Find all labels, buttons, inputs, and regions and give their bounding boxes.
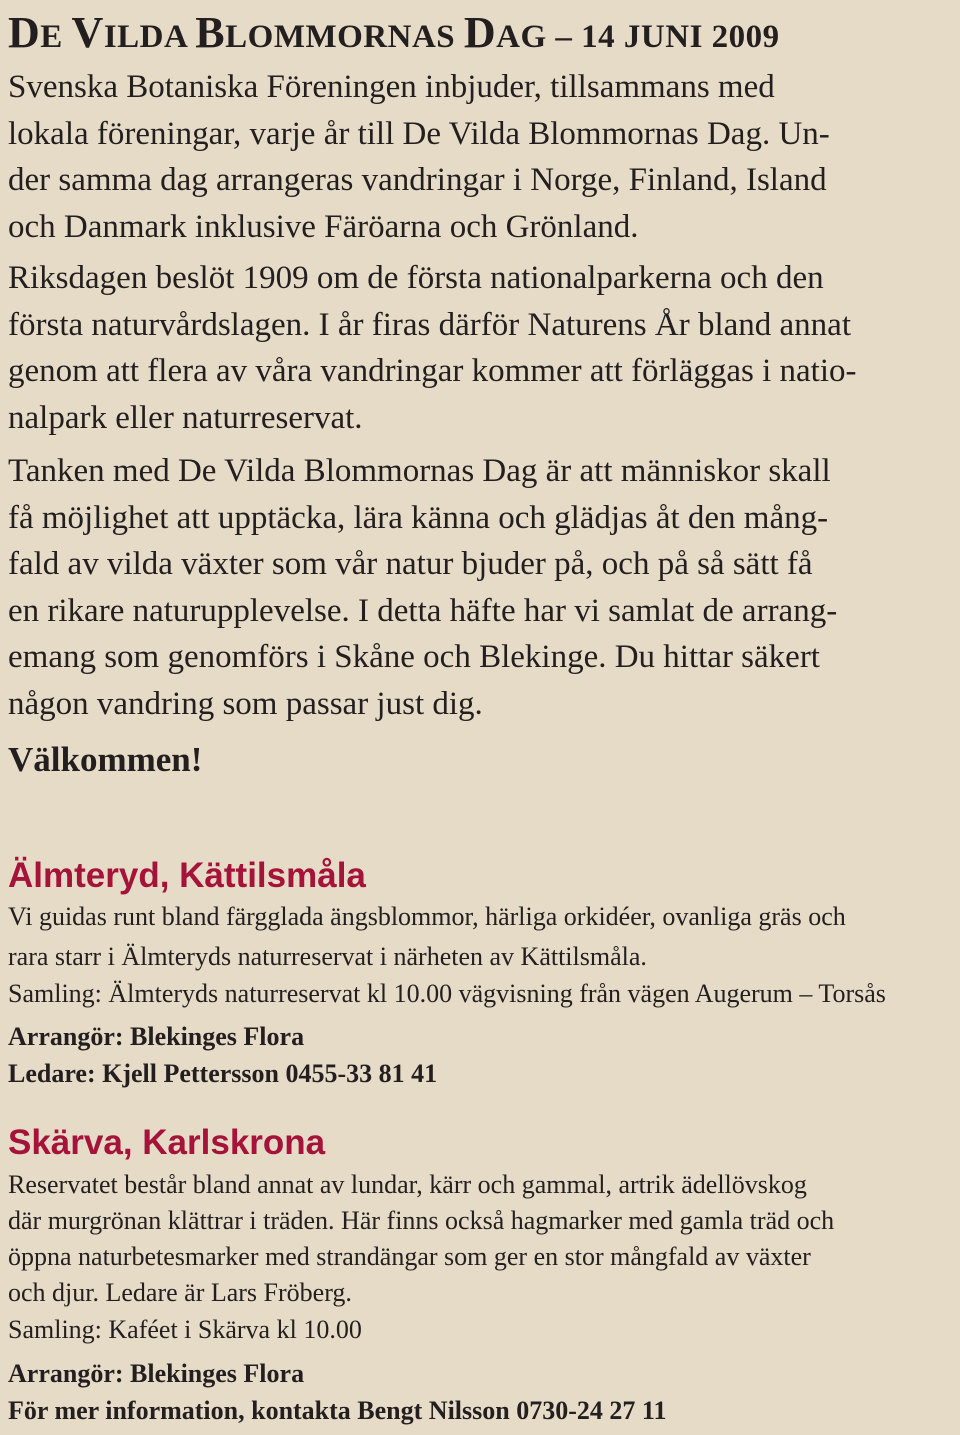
welcome-text: Välkommen! (8, 740, 203, 779)
text-line: der samma dag arrangeras vandringar i Norge, Finland, Island (8, 162, 827, 198)
text-line: nalpark eller naturreservat. (8, 399, 363, 436)
text-line: emang som genomförs i Skåne och Blekinge. Du hittar säkert (8, 639, 820, 675)
intro-paragraph-3 (8, 448, 958, 727)
text-line: och Danmark inklusive Färöarna och Grönland. (8, 208, 639, 245)
event-title: Skärva, Karlskrona (8, 1123, 326, 1162)
event-meeting-point: Samling: Kaféet i Skärva kl 10.00 (8, 1315, 362, 1344)
event-organizer: Arrangör: Blekinges Flora (8, 1022, 305, 1051)
event-contact: För mer information, kontakta Bengt Nilsson 0730-24 27 11 (8, 1396, 667, 1425)
event-description-line: och djur. Ledare är Lars Fröberg. (8, 1278, 352, 1307)
event-description-line: öppna naturbetesmarker med strandängar som ger en stor mångfald av växter (8, 1242, 811, 1271)
event-leader: Ledare: Kjell Pettersson 0455-33 81 41 (8, 1059, 438, 1088)
title-date: AG – 14 JUNI 2009 (496, 19, 780, 55)
event-organizer: Arrangör: Blekinges Flora (8, 1359, 305, 1388)
page-title (8, 6, 780, 64)
text-line: genom att flera av våra vandringar kommer att förläggas i natio- (8, 353, 857, 389)
title-initial-d: D (8, 8, 41, 57)
text-line: någon vandring som passar just dig. (8, 685, 483, 722)
event-meeting-point: Samling: Älmteryds naturreservat kl 10.00 vägvisning från vägen Augerum – Torsås (8, 979, 886, 1008)
intro-paragraph-2 (8, 255, 958, 441)
intro-paragraph-1 (8, 64, 958, 250)
event-description-line: Vi guidas runt bland färgglada ängsblommor, härliga orkidéer, ovanliga gräs och (8, 902, 846, 931)
title-text: E (40, 19, 72, 55)
title-text: LOMMORNAS (225, 19, 464, 55)
text-line: lokala föreningar, varje år till De Vilda Blommornas Dag. Un- (8, 115, 830, 152)
title-initial-b: B (195, 8, 226, 57)
title-text: ILDA (103, 19, 196, 55)
text-line: första naturvårdslagen. I år firas därför Naturens År bland annat (8, 306, 851, 343)
title-initial-v: V (71, 8, 104, 57)
text-line: Svenska Botaniska Föreningen inbjuder, tillsammans med (8, 69, 775, 105)
text-line: få möjlighet att upptäcka, lära känna och glädjas åt den mång- (8, 499, 829, 536)
event-description-line: Reservatet består bland annat av lundar, kärr och gammal, artrik ädellövskog (8, 1170, 807, 1199)
text-line: fald av vilda växter som vår natur bjuder på, och på så sätt få (8, 546, 813, 582)
text-line: Tanken med De Vilda Blommornas Dag är att människor skall (8, 453, 831, 489)
title-initial-d2: D (463, 8, 497, 57)
text-line: en rikare naturupplevelse. I detta häfte har vi samlat de arrang- (8, 592, 838, 629)
event-title: Älmteryd, Kättilsmåla (8, 856, 366, 895)
event-description-line: rara starr i Älmteryds naturreservat i närheten av Kättilsmåla. (8, 942, 647, 971)
text-line: Riksdagen beslöt 1909 om de första nationalparkerna och den (8, 260, 824, 296)
event-description-line: där murgrönan klättrar i träden. Här finns också hagmarker med gamla träd och (8, 1206, 835, 1235)
